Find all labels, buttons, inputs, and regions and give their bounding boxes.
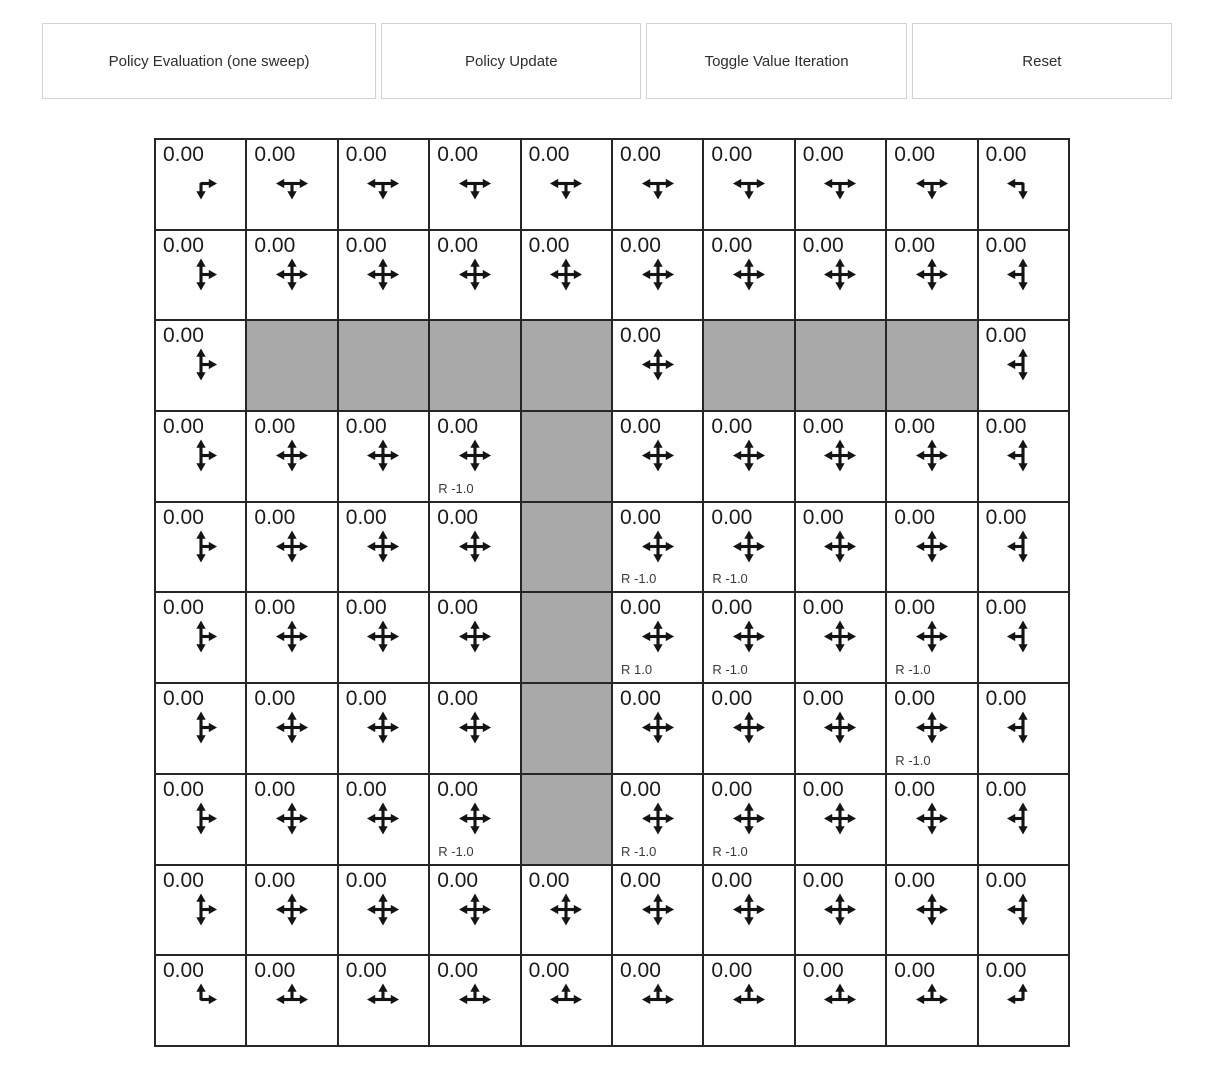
state-value: 0.00 (345, 777, 387, 801)
state-value: 0.00 (802, 415, 844, 439)
grid-cell (339, 593, 428, 682)
state-value: 0.00 (620, 959, 661, 983)
wall-cell (522, 684, 611, 773)
policy-arrows-icon (732, 619, 767, 654)
grid-cell (704, 866, 793, 955)
state-value: 0.00 (437, 233, 479, 257)
grid-cell (704, 503, 793, 592)
grid-cell (613, 593, 702, 682)
state-value: 0.00 (620, 777, 661, 801)
grid-cell (887, 684, 976, 773)
state-value: 0.00 (711, 143, 753, 166)
policy-arrows-icon (366, 892, 401, 927)
grid-cell (247, 956, 336, 1045)
policy-arrows-icon (275, 257, 310, 292)
reward-label: R -1.0 (621, 843, 657, 859)
state-value: 0.00 (985, 233, 1027, 257)
policy-arrows-icon (549, 982, 584, 1017)
grid-cell (613, 866, 702, 955)
grid-cell (339, 140, 428, 229)
state-value: 0.00 (254, 143, 296, 166)
reward-label: R -1.0 (895, 752, 931, 768)
policy-arrows-icon (1006, 438, 1041, 473)
policy-arrows-icon (1006, 347, 1041, 382)
state-value: 0.00 (254, 959, 296, 983)
policy-arrows-icon (275, 710, 310, 745)
state-value: 0.00 (802, 959, 844, 983)
grid-cell (979, 140, 1068, 229)
grid-cell (339, 412, 428, 501)
state-value: 0.00 (985, 868, 1027, 892)
state-value: 0.00 (163, 505, 204, 529)
policy-arrows-icon (275, 619, 310, 654)
policy-arrows-icon (457, 801, 492, 836)
policy-arrows-icon (457, 166, 492, 201)
grid-cell (887, 231, 976, 320)
policy-arrows-icon (914, 166, 949, 201)
state-value: 0.00 (528, 959, 570, 983)
grid-cell (796, 503, 885, 592)
grid-cell (796, 956, 885, 1045)
policy-arrows-icon (366, 438, 401, 473)
state-value: 0.00 (711, 868, 753, 892)
state-value: 0.00 (620, 868, 661, 892)
grid-cell (247, 503, 336, 592)
grid-cell (156, 866, 245, 955)
policy-arrows-icon (1006, 801, 1041, 836)
grid-cell (522, 231, 611, 320)
state-value: 0.00 (894, 777, 936, 801)
grid-cell (156, 503, 245, 592)
policy-arrows-icon (823, 801, 858, 836)
grid-cell (704, 775, 793, 864)
policy-update-button[interactable]: Policy Update (381, 23, 641, 99)
policy-arrows-icon (823, 710, 858, 745)
wall-cell (704, 321, 793, 410)
state-value: 0.00 (163, 415, 204, 439)
state-value: 0.00 (894, 143, 936, 166)
wall-cell (796, 321, 885, 410)
wall-cell (887, 321, 976, 410)
state-value: 0.00 (163, 868, 204, 892)
state-value: 0.00 (985, 687, 1027, 711)
state-value: 0.00 (620, 505, 661, 529)
grid-cell (156, 412, 245, 501)
state-value: 0.00 (985, 596, 1027, 620)
policy-arrows-icon (732, 710, 767, 745)
grid-cell (704, 684, 793, 773)
grid-cell (979, 503, 1068, 592)
policy-arrows-icon (823, 166, 858, 201)
grid-cell (522, 140, 611, 229)
policy-arrows-icon (549, 892, 584, 927)
policy-arrows-icon (823, 892, 858, 927)
grid-cell (796, 140, 885, 229)
grid-cell (887, 866, 976, 955)
policy-arrows-icon (823, 982, 858, 1017)
grid-cell (796, 231, 885, 320)
grid-cell (339, 956, 428, 1045)
grid-cell (887, 593, 976, 682)
policy-arrows-icon (457, 438, 492, 473)
gridworld (154, 138, 1070, 1047)
grid-cell (247, 140, 336, 229)
state-value: 0.00 (620, 324, 661, 348)
toggle-value-iteration-button[interactable]: Toggle Value Iteration (646, 23, 906, 99)
policy-arrows-icon (457, 619, 492, 654)
policy-arrows-icon (457, 257, 492, 292)
state-value: 0.00 (437, 687, 479, 711)
grid-cell (339, 503, 428, 592)
state-value: 0.00 (711, 687, 753, 711)
grid-cell (430, 231, 519, 320)
policy-arrows-icon (366, 982, 401, 1017)
policy-arrows-icon (732, 982, 767, 1017)
toolbar (42, 23, 1172, 99)
state-value: 0.00 (163, 777, 204, 801)
policy-arrows-icon (914, 257, 949, 292)
grid-cell (430, 956, 519, 1045)
state-value: 0.00 (620, 233, 661, 257)
state-value: 0.00 (254, 233, 296, 257)
state-value: 0.00 (254, 868, 296, 892)
grid-cell (247, 412, 336, 501)
policy-arrows-icon (1006, 529, 1041, 564)
grid-cell (887, 412, 976, 501)
reward-label: R -1.0 (438, 843, 474, 859)
grid-cell (613, 231, 702, 320)
policy-arrows-icon (823, 619, 858, 654)
grid-cell (613, 412, 702, 501)
state-value: 0.00 (985, 415, 1027, 439)
grid-cell (339, 775, 428, 864)
wall-cell (430, 321, 519, 410)
grid-cell (979, 684, 1068, 773)
state-value: 0.00 (894, 505, 936, 529)
wall-cell (522, 775, 611, 864)
grid-cell (430, 412, 519, 501)
policy-arrows-icon (640, 347, 675, 382)
policy-arrows-icon (549, 166, 584, 201)
policy-arrows-icon (457, 892, 492, 927)
policy-arrows-icon (366, 166, 401, 201)
state-value: 0.00 (802, 143, 844, 166)
grid-cell (979, 866, 1068, 955)
grid-cell (613, 503, 702, 592)
policy-arrows-icon (366, 529, 401, 564)
policy-arrows-icon (183, 257, 218, 292)
policy-arrows-icon (640, 529, 675, 564)
state-value: 0.00 (711, 777, 753, 801)
state-value: 0.00 (163, 959, 204, 983)
grid-cell (979, 956, 1068, 1045)
grid-cell (339, 684, 428, 773)
grid-cell (704, 231, 793, 320)
policy-arrows-icon (732, 438, 767, 473)
policy-arrows-icon (914, 529, 949, 564)
reward-label: R -1.0 (621, 571, 657, 587)
state-value: 0.00 (894, 415, 936, 439)
grid-cell (887, 956, 976, 1045)
state-value: 0.00 (254, 596, 296, 620)
grid-cell (613, 140, 702, 229)
state-value: 0.00 (985, 143, 1027, 166)
state-value: 0.00 (894, 959, 936, 983)
grid-cell (430, 593, 519, 682)
grid-cell (796, 775, 885, 864)
state-value: 0.00 (345, 233, 387, 257)
grid-cell (979, 593, 1068, 682)
grid-cell (430, 140, 519, 229)
state-value: 0.00 (802, 505, 844, 529)
state-value: 0.00 (802, 596, 844, 620)
state-value: 0.00 (437, 868, 479, 892)
grid-cell (704, 140, 793, 229)
grid-cell (979, 321, 1068, 410)
state-value: 0.00 (345, 868, 387, 892)
grid-cell (887, 503, 976, 592)
state-value: 0.00 (345, 415, 387, 439)
grid-cell (979, 775, 1068, 864)
state-value: 0.00 (345, 505, 387, 529)
state-value: 0.00 (437, 415, 479, 439)
wall-cell (247, 321, 336, 410)
policy-arrows-icon (549, 257, 584, 292)
state-value: 0.00 (711, 505, 753, 529)
policy-arrows-icon (183, 710, 218, 745)
state-value: 0.00 (163, 233, 204, 257)
policy-arrows-icon (366, 801, 401, 836)
grid-cell (339, 231, 428, 320)
policy-arrows-icon (366, 257, 401, 292)
policy-arrows-icon (640, 982, 675, 1017)
policy-arrows-icon (1006, 982, 1041, 1017)
grid-cell (887, 140, 976, 229)
state-value: 0.00 (163, 596, 204, 620)
grid-cell (156, 231, 245, 320)
policy-arrows-icon (366, 619, 401, 654)
state-value: 0.00 (802, 687, 844, 711)
grid-cell (430, 503, 519, 592)
state-value: 0.00 (620, 687, 661, 711)
grid-cell (613, 775, 702, 864)
state-value: 0.00 (437, 505, 479, 529)
policy-arrows-icon (183, 529, 218, 564)
state-value: 0.00 (345, 687, 387, 711)
grid-cell (430, 775, 519, 864)
policy-arrows-icon (1006, 166, 1041, 201)
policy-arrows-icon (183, 801, 218, 836)
grid-cell (887, 775, 976, 864)
state-value: 0.00 (528, 868, 570, 892)
policy-arrows-icon (457, 710, 492, 745)
policy-arrows-icon (640, 801, 675, 836)
grid-cell (704, 956, 793, 1045)
policy-arrows-icon (732, 257, 767, 292)
policy-arrows-icon (914, 892, 949, 927)
grid-cell (704, 412, 793, 501)
policy-arrows-icon (1006, 619, 1041, 654)
grid-cell (430, 866, 519, 955)
state-value: 0.00 (894, 596, 936, 620)
state-value: 0.00 (345, 596, 387, 620)
state-value: 0.00 (254, 415, 296, 439)
policy-arrows-icon (823, 529, 858, 564)
state-value: 0.00 (254, 777, 296, 801)
policy-arrows-icon (275, 166, 310, 201)
policy-arrows-icon (732, 801, 767, 836)
state-value: 0.00 (711, 959, 753, 983)
state-value: 0.00 (985, 777, 1027, 801)
state-value: 0.00 (802, 868, 844, 892)
policy-arrows-icon (275, 892, 310, 927)
state-value: 0.00 (620, 415, 661, 439)
reward-label: R 1.0 (621, 662, 653, 678)
state-value: 0.00 (163, 143, 204, 166)
grid-cell (339, 866, 428, 955)
grid-cell (156, 593, 245, 682)
policy-arrows-icon (183, 619, 218, 654)
state-value: 0.00 (163, 687, 204, 711)
state-value: 0.00 (437, 596, 479, 620)
policy-arrows-icon (914, 710, 949, 745)
grid-cell (613, 684, 702, 773)
wall-cell (522, 503, 611, 592)
grid-cell (247, 231, 336, 320)
grid-cell (247, 775, 336, 864)
policy-arrows-icon (457, 982, 492, 1017)
policy-arrows-icon (1006, 892, 1041, 927)
grid-cell (522, 956, 611, 1045)
state-value: 0.00 (802, 777, 844, 801)
state-value: 0.00 (528, 233, 570, 257)
state-value: 0.00 (620, 143, 661, 166)
policy-arrows-icon (275, 801, 310, 836)
state-value: 0.00 (254, 505, 296, 529)
policy-arrows-icon (640, 710, 675, 745)
policy-arrows-icon (183, 892, 218, 927)
grid-cell (156, 140, 245, 229)
policy-arrows-icon (640, 892, 675, 927)
policy-arrows-icon (732, 166, 767, 201)
reward-label: R -1.0 (712, 571, 748, 587)
policy-arrows-icon (823, 257, 858, 292)
grid-cell (247, 684, 336, 773)
state-value: 0.00 (894, 868, 936, 892)
policy-arrows-icon (640, 257, 675, 292)
grid-cell (704, 593, 793, 682)
policy-arrows-icon (183, 982, 218, 1017)
policy-arrows-icon (366, 710, 401, 745)
state-value: 0.00 (345, 143, 387, 166)
grid-cell (796, 412, 885, 501)
wall-cell (522, 593, 611, 682)
grid-cell (979, 231, 1068, 320)
policy-arrows-icon (823, 438, 858, 473)
policy-arrows-icon (275, 529, 310, 564)
policy-arrows-icon (183, 438, 218, 473)
grid-cell (156, 775, 245, 864)
policy-arrows-icon (275, 982, 310, 1017)
grid-cell (247, 866, 336, 955)
wall-cell (339, 321, 428, 410)
state-value: 0.00 (985, 505, 1027, 529)
policy-arrows-icon (640, 438, 675, 473)
grid-cell (796, 866, 885, 955)
state-value: 0.00 (985, 324, 1027, 348)
grid-cell (156, 956, 245, 1045)
policy-arrows-icon (914, 982, 949, 1017)
state-value: 0.00 (894, 687, 936, 711)
wall-cell (522, 412, 611, 501)
state-value: 0.00 (254, 687, 296, 711)
grid-cell (247, 593, 336, 682)
state-value: 0.00 (528, 143, 570, 166)
state-value: 0.00 (711, 415, 753, 439)
state-value: 0.00 (894, 233, 936, 257)
state-value: 0.00 (163, 324, 204, 348)
grid-cell (613, 956, 702, 1045)
reward-label: R -1.0 (712, 662, 748, 678)
state-value: 0.00 (345, 959, 387, 983)
state-value: 0.00 (802, 233, 844, 257)
reset-button[interactable]: Reset (912, 23, 1172, 99)
policy-arrows-icon (914, 801, 949, 836)
state-value: 0.00 (711, 596, 753, 620)
grid-cell (979, 412, 1068, 501)
grid-cell (796, 684, 885, 773)
state-value: 0.00 (437, 959, 479, 983)
grid-cell (156, 684, 245, 773)
reward-label: R -1.0 (895, 662, 931, 678)
state-value: 0.00 (711, 233, 753, 257)
policy-arrows-icon (183, 347, 218, 382)
policy-evaluation-button[interactable]: Policy Evaluation (one sweep) (42, 23, 376, 99)
grid-cell (430, 684, 519, 773)
state-value: 0.00 (437, 777, 479, 801)
policy-arrows-icon (732, 529, 767, 564)
policy-arrows-icon (275, 438, 310, 473)
policy-arrows-icon (732, 892, 767, 927)
grid-cell (613, 321, 702, 410)
policy-arrows-icon (640, 166, 675, 201)
policy-arrows-icon (640, 619, 675, 654)
policy-arrows-icon (1006, 257, 1041, 292)
reward-label: R -1.0 (438, 480, 474, 496)
policy-arrows-icon (1006, 710, 1041, 745)
reward-label: R -1.0 (712, 843, 748, 859)
wall-cell (522, 321, 611, 410)
policy-arrows-icon (914, 619, 949, 654)
grid-cell (796, 593, 885, 682)
grid-cell (156, 321, 245, 410)
policy-arrows-icon (914, 438, 949, 473)
state-value: 0.00 (620, 596, 661, 620)
state-value: 0.00 (985, 959, 1027, 983)
policy-arrows-icon (457, 529, 492, 564)
policy-arrows-icon (183, 166, 218, 201)
grid-cell (522, 866, 611, 955)
state-value: 0.00 (437, 143, 479, 166)
